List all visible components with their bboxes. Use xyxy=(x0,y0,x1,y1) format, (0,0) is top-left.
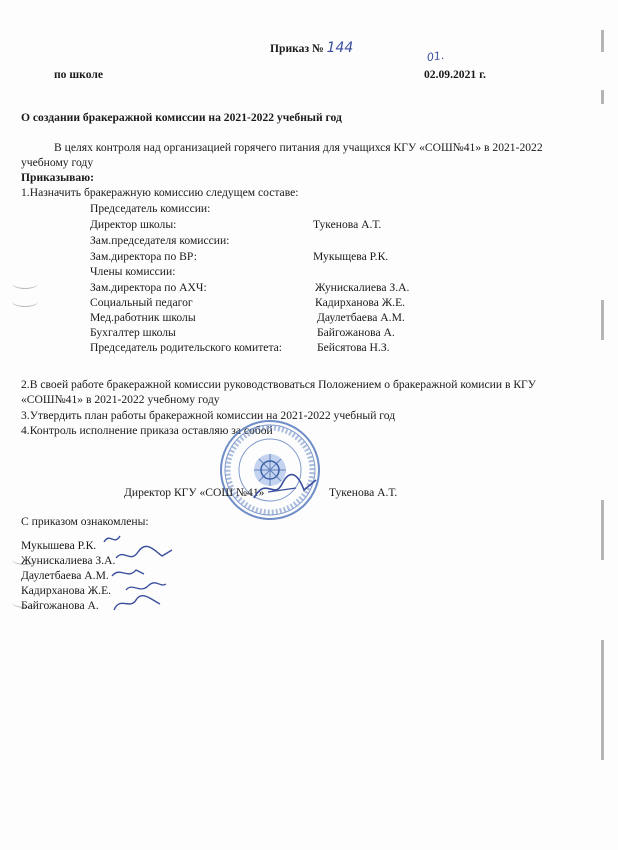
commission-role: Председатель родительского комитета: xyxy=(90,341,283,354)
commission-name: Жунискалиева З.А. xyxy=(315,281,410,294)
acquainted-label: С приказом ознакомлены: xyxy=(21,515,149,528)
commission-role: Зам.директора по ВР: xyxy=(90,250,197,263)
document-title: О создании бракеражной комиссии на 2021-2022 учебный год xyxy=(21,111,342,124)
commission-name: Бейсятова Н.З. xyxy=(317,341,390,354)
commission-role: Зам.председателя комиссии: xyxy=(90,234,230,247)
acquainted-name: Мукышева Р.К. xyxy=(21,539,97,552)
order-word: Приказываю: xyxy=(21,171,94,184)
place-text: по школе xyxy=(54,68,103,81)
scan-edge-mark xyxy=(601,640,604,760)
acquainted-name: Даулетбаева А.М. xyxy=(21,569,109,582)
order-date: 02.09.2021 г. xyxy=(424,68,486,81)
commission-name: Мукыщева Р.К. xyxy=(313,250,389,263)
commission-role: Бухгалтер школы xyxy=(90,326,176,339)
commission-role: Председатель комиссии: xyxy=(90,202,211,215)
director-signature-label: Директор КГУ «СОШ №41» xyxy=(124,486,265,499)
acquainted-name: Байгожанова А. xyxy=(21,599,99,612)
commission-name: Байгожанова А. xyxy=(317,326,395,339)
punch-hole-mark xyxy=(12,278,38,289)
acquainted-name: Жунискалиева З.А. xyxy=(21,554,116,567)
scan-edge-mark xyxy=(601,90,604,104)
point-4: 4.Контроль исполнение приказа оставляю за собой xyxy=(21,424,273,437)
acquainted-name: Кадирханова Ж.Е. xyxy=(21,584,112,597)
commission-name: Даулетбаева А.М. xyxy=(317,311,405,324)
point-2-line-1: 2.В своей работе бракеражной комиссии руководствоваться Положением о бракеражной комисии в КГУ xyxy=(21,378,536,391)
punch-hole-mark xyxy=(12,296,38,307)
scan-edge-mark xyxy=(601,500,604,560)
order-label: Приказ № xyxy=(270,42,324,55)
commission-role: Зам.директора по АХЧ: xyxy=(90,281,207,294)
commission-name: Тукенова А.Т. xyxy=(313,218,382,231)
director-name: Тукенова А.Т. xyxy=(329,486,398,499)
commission-role: Директор школы: xyxy=(90,218,177,231)
intro-line-1: В целях контроля над организацией горячего питания для учащихся КГУ «СОШ№41» в 2021-2022 xyxy=(54,141,543,154)
intro-line-2: учебному году xyxy=(21,156,94,169)
order-number-handwritten: 144 xyxy=(326,40,354,56)
point-2-line-2: «СОШ№41» в 2021-2022 учебному году xyxy=(21,393,220,406)
scan-edge-mark xyxy=(601,300,604,340)
point-1: 1.Назначить бракеражную комиссию следущем составе: xyxy=(21,186,299,199)
commission-role: Мед.работник школы xyxy=(90,311,196,324)
director-handwritten-signature xyxy=(250,470,320,506)
staff-handwritten-signatures xyxy=(100,530,180,618)
scan-edge-mark xyxy=(601,30,604,52)
date-handwritten-note: 01. xyxy=(426,48,446,65)
order-heading xyxy=(270,41,353,56)
point-3: 3.Утвердить план работы бракеражной комиссии на 2021-2022 учебный год xyxy=(21,409,396,422)
commission-role: Члены комиссии: xyxy=(90,265,176,278)
commission-name: Кадирханова Ж.Е. xyxy=(315,296,406,309)
commission-role: Социальный педагог xyxy=(90,296,193,309)
